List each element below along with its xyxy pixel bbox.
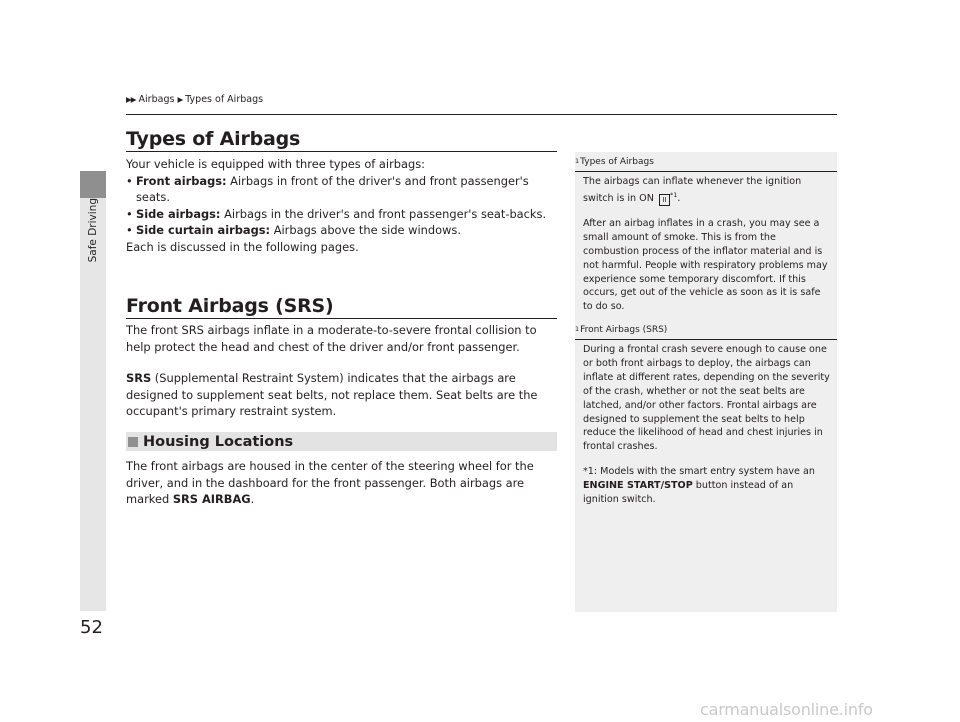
bullet-item [126,173,566,206]
srs-airbag-term: SRS AIRBAG [172,492,251,507]
note-para-1 [583,175,831,206]
ignition-on-key-icon: II [659,194,670,206]
note-title [575,325,837,339]
bullet-item [126,222,566,239]
note-text-end: . [677,192,681,204]
srs-text: (Supplemental Restraint System) indicates that the airbags are designed to supplement seat belts, not replace them. Seat belts are the occupant's primary restraint system. [126,371,538,419]
heading-housing-locations [126,432,557,451]
bullet-item [126,206,566,223]
bullet-dot-icon: • [126,223,133,238]
bullet-term: Side curtain airbags: [136,223,271,238]
note-number: 1 [575,325,580,333]
heading-rule [126,151,557,152]
note-para-1: During a frontal crash severe enough to cause one or both front airbags to deploy, the airbags can inflate at different rates, depending on the severity of the crash, whether or not the seat belts are latched, and/or other factors. Frontal airbags are designed to supplement the seat belts to help reduce the likelihood of head and chest injuries in frontal crashes. [583,344,830,453]
breadcrumb [126,94,263,105]
bullet-dot-icon: • [126,206,133,221]
note-footnote [583,465,831,507]
engine-start-stop-term: ENGINE START/STOP [583,480,693,492]
breadcrumb-item-airbags[interactable]: Airbags [138,94,175,105]
note-front-airbags [575,325,837,507]
breadcrumb-arrow-icon: ▶ [177,95,183,104]
heading-front-airbags: Front Airbags (SRS) [126,295,334,317]
section-label: Safe Driving [87,198,99,263]
watermark-text: carmanualsonline.info [700,700,873,719]
front-para-2 [126,370,562,420]
bullet-dot-icon: • [126,173,133,188]
page-number: 52 [80,617,103,638]
srs-term: SRS [126,371,152,386]
section-tab-marker [80,171,106,198]
bullet-text: Airbags in the driver's and front passenger's seat-backs. [220,206,547,221]
heading-rule [126,318,557,319]
housing-heading-text: Housing Locations [143,433,294,450]
note-types-of-airbags [575,157,837,314]
bullet-term: Side airbags: [136,206,221,221]
housing-text: The front airbags are housed in the center of the steering wheel for the driver, and in the dashboard for the front passenger. Both airbags are marked [126,459,534,507]
types-intro: Your vehicle is equipped with three types of airbags: [126,157,425,171]
header-rule [126,114,837,115]
note-title-text: Front Airbags (SRS) [580,325,668,335]
note-number: 1 [575,157,580,165]
housing-body [126,458,562,508]
footnote-text: *1: Models with the smart entry system have an [583,466,815,478]
types-body [126,156,566,256]
section-square-icon [128,437,138,447]
front-para-1: The front SRS airbags inflate in a moderate-to-severe frontal collision to help protect the head and chest of the driver and/or front passenger. [126,323,537,354]
note-para-2: After an airbag inflates in a crash, you may see a small amount of smoke. This is from the combustion process of the inflator material and is not harmful. People with respiratory problems may experience some temporary discomfort. If this occurs, get out of the vehicle as soon as it is safe to do so. [583,217,828,313]
footnote-text-end: button instead of an ignition switch. [583,480,794,506]
front-body [126,322,562,420]
breadcrumb-item-types-of-airbags[interactable]: Types of Airbags [185,94,264,105]
note-body [575,172,837,314]
breadcrumb-arrow-icon: ▶▶ [126,95,136,104]
housing-para [126,458,562,508]
note-text: The airbags can inflate whenever the ignition switch is in ON [583,176,802,204]
note-title-text: Types of Airbags [580,157,654,167]
note-body [575,340,837,507]
bullet-text: Airbags above the side windows. [270,223,461,238]
footnote-mark: *1 [669,190,678,199]
heading-types-of-airbags: Types of Airbags [126,128,301,150]
bullet-term: Front airbags: [136,173,227,188]
housing-text-end: . [250,492,255,507]
note-title [575,157,837,171]
types-outro: Each is discussed in the following pages. [126,239,359,254]
bullet-text: Airbags in front of the driver's and front passenger's seats. [136,173,529,205]
section-label-wrap [84,198,104,278]
